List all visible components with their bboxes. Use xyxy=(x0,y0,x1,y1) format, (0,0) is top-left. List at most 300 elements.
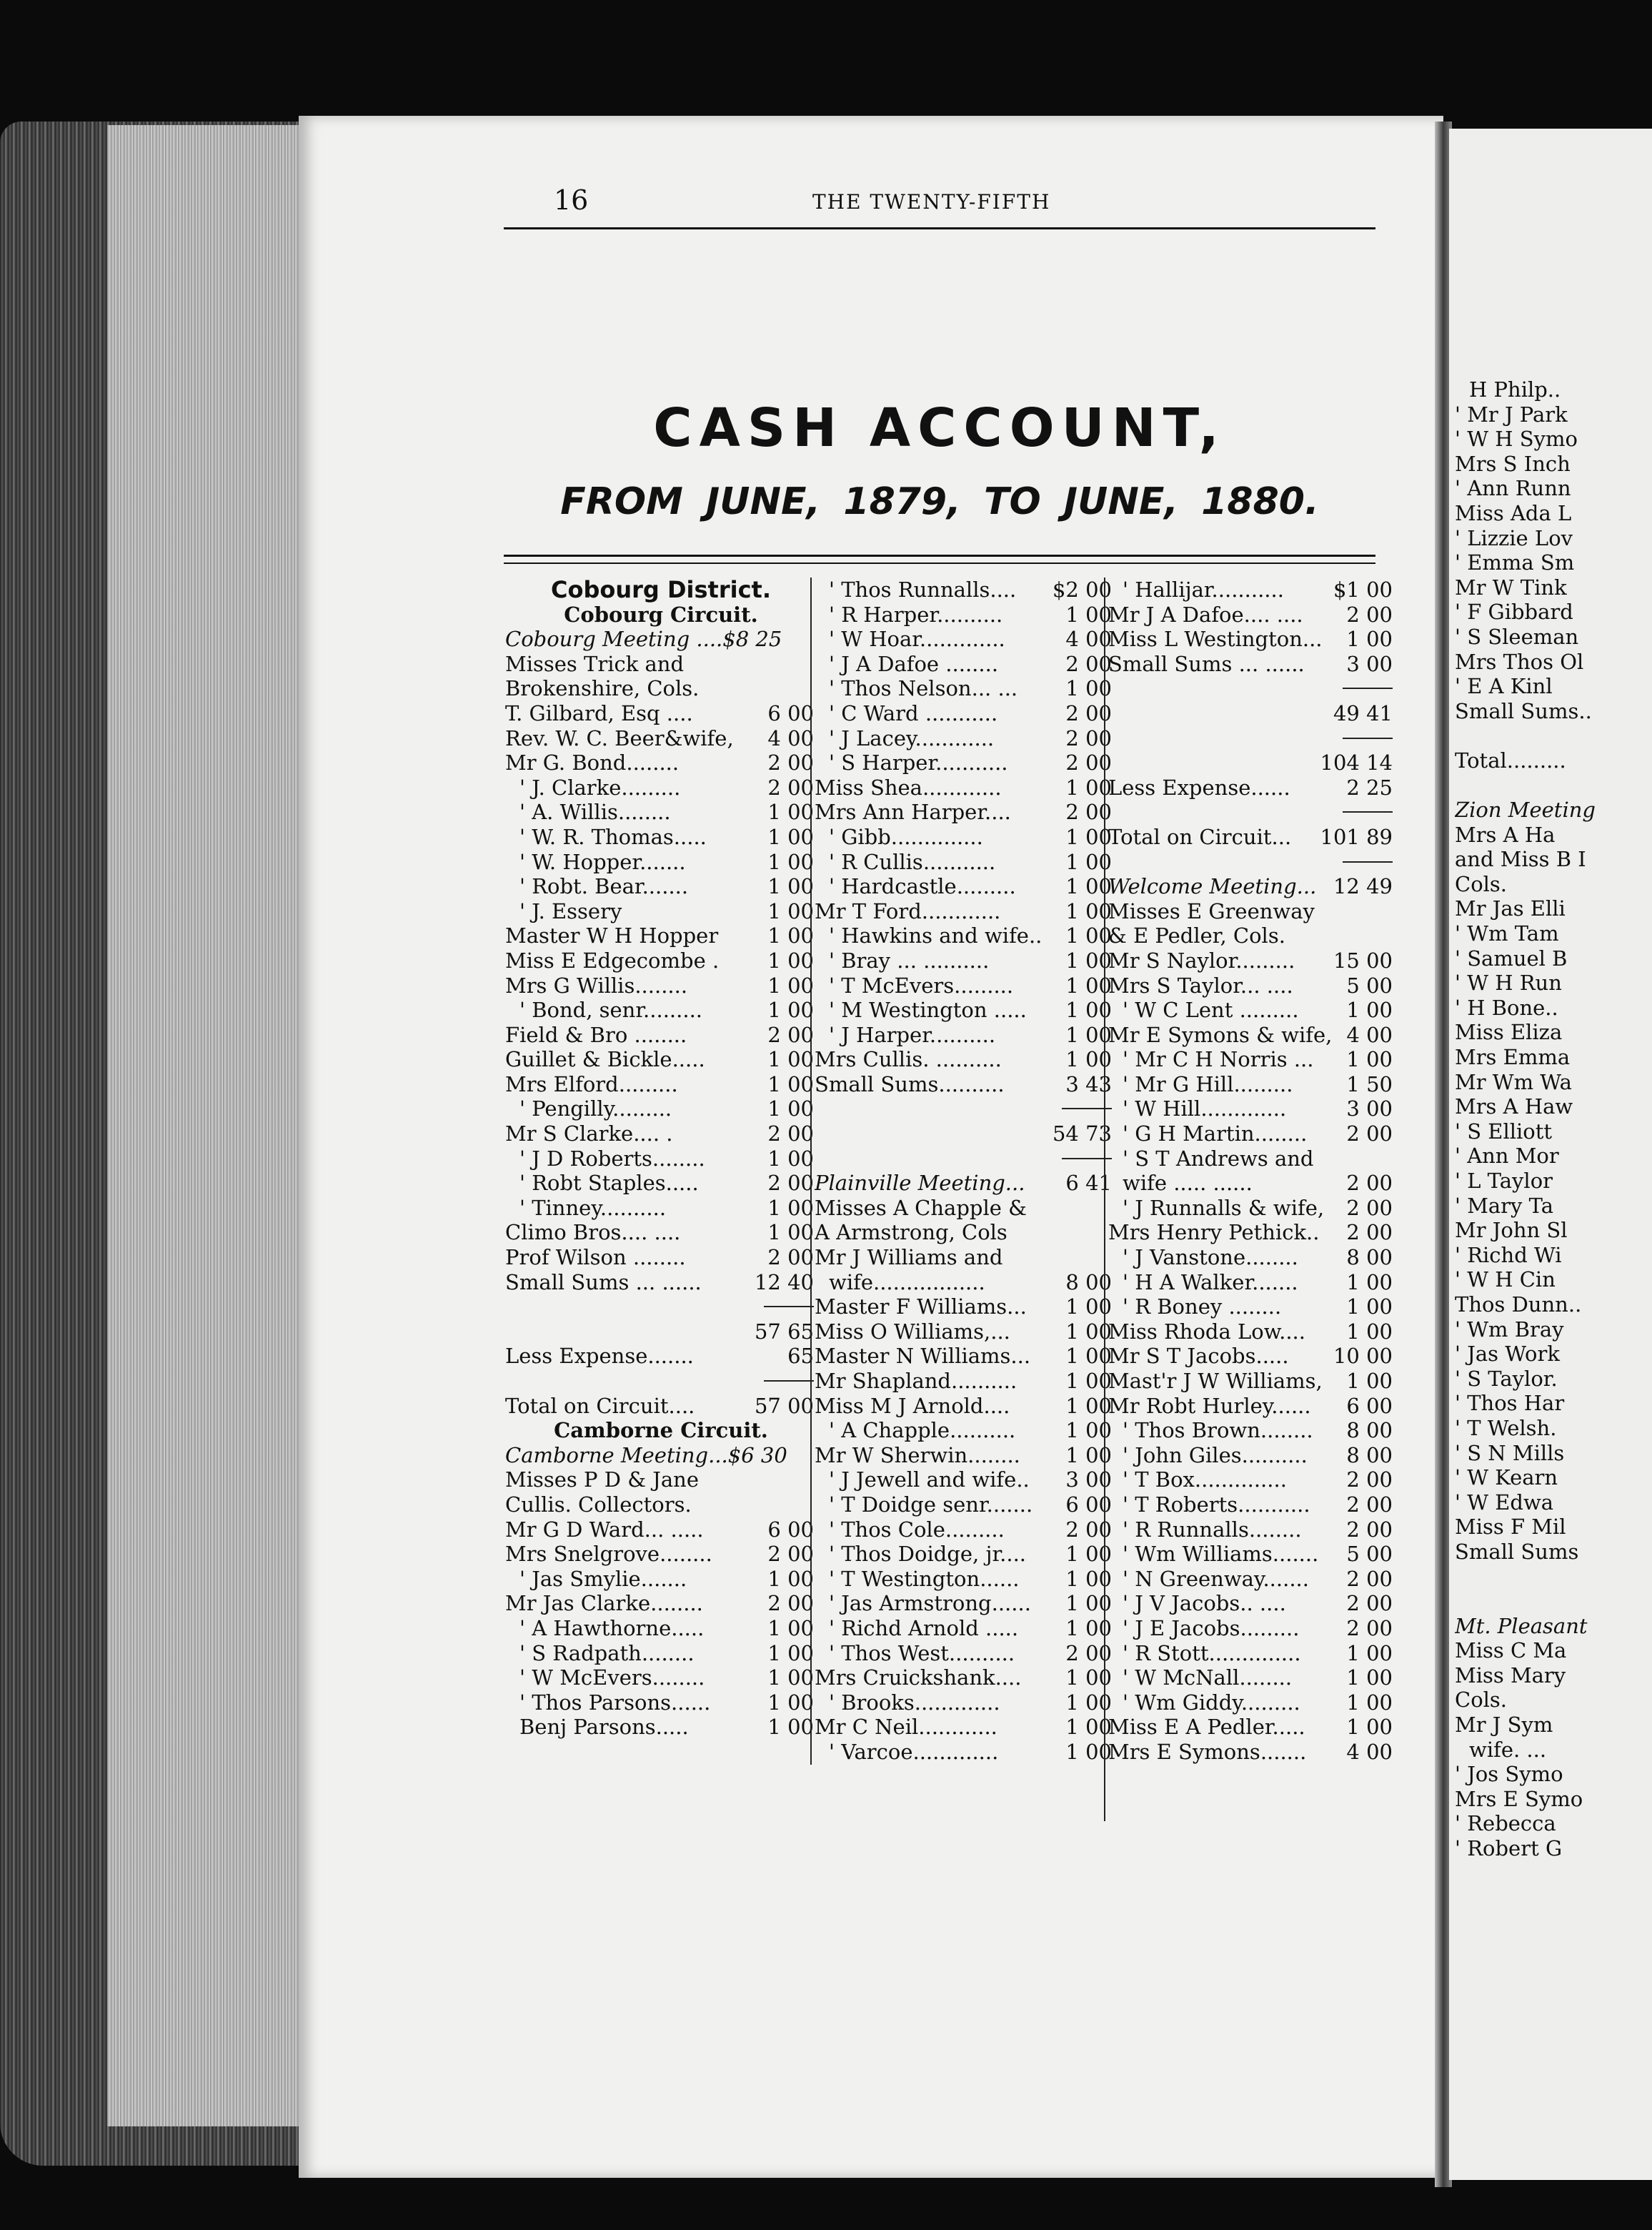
entry-name: Cols. xyxy=(1455,1688,1508,1713)
entry-amount xyxy=(1343,811,1393,813)
entry-name: ' John Giles.......... xyxy=(1123,1442,1308,1467)
account-row xyxy=(1108,627,1395,652)
entry-amount: 2 00 xyxy=(1346,1171,1393,1196)
entry-amount: 1 00 xyxy=(1065,1739,1112,1764)
entry-name: ' Brooks............. xyxy=(829,1690,1000,1715)
entry-amount: 2 00 xyxy=(1346,1467,1393,1492)
entry-amount: 1 00 xyxy=(1346,1319,1393,1344)
account-row xyxy=(815,825,1115,850)
entry-name: ' Rebecca xyxy=(1455,1811,1556,1836)
entry-amount: 1 00 xyxy=(767,1566,814,1591)
account-row xyxy=(1108,676,1395,701)
entry-name: Mr J A Dafoe.... .... xyxy=(1108,602,1303,627)
account-row xyxy=(1455,1565,1652,1590)
account-row xyxy=(815,578,1115,603)
account-row xyxy=(505,1294,817,1319)
entry-name: wife ..... ...... xyxy=(1123,1171,1253,1196)
entry-amount: 4 00 xyxy=(1346,1022,1393,1047)
entry-name: Total on Circuit.... xyxy=(505,1393,695,1418)
account-row xyxy=(815,973,1115,998)
account-row xyxy=(505,1567,817,1592)
entry-name: ' S Taylor. xyxy=(1455,1366,1558,1391)
account-row xyxy=(505,627,817,652)
account-row xyxy=(1455,1713,1652,1738)
entry-name: Thos Dunn.. xyxy=(1455,1292,1582,1317)
account-row xyxy=(1455,896,1652,921)
entry-name: Mr G. Bond........ xyxy=(505,750,680,775)
account-row xyxy=(1455,872,1652,897)
entry-name: Miss E A Pedler..... xyxy=(1108,1715,1305,1740)
account-row xyxy=(1455,1391,1652,1416)
entry-name: ' Mr J Park xyxy=(1455,402,1568,427)
entry-name: Prof Wilson ........ xyxy=(505,1245,686,1270)
entry-amount: 2 00 xyxy=(1346,1195,1393,1220)
entry-amount: 6 00 xyxy=(1065,1492,1112,1517)
account-row xyxy=(1455,1465,1652,1490)
entry-name: Miss Rhoda Low.... xyxy=(1108,1319,1305,1344)
entry-amount: 1 00 xyxy=(767,998,814,1023)
entry-name: A Armstrong, Cols xyxy=(815,1220,1007,1245)
account-row xyxy=(1455,1194,1652,1219)
entry-name: ' Jas Armstrong...... xyxy=(829,1591,1031,1616)
entry-name: ' Hardcastle......... xyxy=(829,874,1016,899)
account-row xyxy=(1108,1369,1395,1394)
entry-name: ' Wm Tam xyxy=(1455,921,1559,946)
account-row xyxy=(505,1616,817,1641)
account-row xyxy=(815,1146,1115,1171)
account-row xyxy=(815,899,1115,924)
account-row xyxy=(1108,1245,1395,1270)
account-row xyxy=(815,726,1115,751)
entry-name: ' J Jewell and wife.. xyxy=(829,1467,1030,1492)
entry-name: Small Sums.. xyxy=(1455,698,1592,723)
account-row xyxy=(505,775,817,801)
account-row xyxy=(1455,748,1652,773)
entry-name: ' S Radpath........ xyxy=(519,1640,695,1665)
account-row xyxy=(1108,1047,1395,1072)
entry-name: ' T Roberts........... xyxy=(1123,1492,1310,1517)
entry-name: Mrs G Willis........ xyxy=(505,973,688,998)
entry-name: Mr John Sl xyxy=(1455,1218,1568,1243)
account-row xyxy=(815,850,1115,875)
entry-name: ' T Welsh. xyxy=(1455,1415,1557,1440)
account-row xyxy=(815,1418,1115,1443)
book-page-edges-highlight xyxy=(107,125,300,2126)
account-row xyxy=(1455,921,1652,946)
entry-name: Mr S Clarke.... . xyxy=(505,1121,673,1146)
entry-amount: 1 00 xyxy=(1065,1393,1112,1418)
account-row xyxy=(1108,973,1395,998)
entry-name: Miss F Mil xyxy=(1455,1515,1566,1540)
entry-name: Total on Circuit... xyxy=(1108,824,1292,849)
entry-name: ' J D Roberts........ xyxy=(519,1146,705,1171)
column-4 xyxy=(1455,377,1652,1861)
account-row xyxy=(815,1394,1115,1419)
account-row xyxy=(505,825,817,850)
entry-name: ' J A Dafoe ........ xyxy=(829,651,999,676)
entry-name: Miss L Westington... xyxy=(1108,627,1323,652)
account-row xyxy=(1455,1614,1652,1639)
entry-name: Small Sums.......... xyxy=(815,1071,1005,1096)
entry-amount: 1 00 xyxy=(1065,849,1112,874)
entry-name: Less Expense...... xyxy=(1108,775,1290,800)
account-row xyxy=(815,1294,1115,1319)
entry-amount: 6 00 xyxy=(767,1517,814,1542)
entry-name: ' Robt Staples..... xyxy=(519,1171,699,1196)
account-row xyxy=(1108,1591,1395,1616)
column-2 xyxy=(810,578,1115,1765)
account-row xyxy=(815,874,1115,899)
entry-name: ' H A Walker....... xyxy=(1123,1269,1298,1294)
entry-amount: 2 00 xyxy=(1065,725,1112,750)
account-row xyxy=(815,1616,1115,1641)
entry-name: ' Thos West.......... xyxy=(829,1640,1015,1665)
entry-name: Miss Eliza xyxy=(1455,1020,1563,1045)
entry-amount: 2 00 xyxy=(1065,750,1112,775)
entry-amount: 2 00 xyxy=(1346,1591,1393,1616)
entry-name: Mrs Henry Pethick.. xyxy=(1108,1220,1320,1245)
account-row xyxy=(505,726,817,751)
entry-amount: 1 00 xyxy=(767,1220,814,1245)
account-row xyxy=(815,1492,1115,1517)
entry-name: ' T McEvers......... xyxy=(829,973,1014,998)
account-row xyxy=(1108,1418,1395,1443)
account-row xyxy=(1455,1144,1652,1169)
entry-name: Mrs Ann Harper.... xyxy=(815,800,1011,825)
entry-amount: 1 00 xyxy=(1065,1294,1112,1319)
entry-amount: 4 00 xyxy=(1065,627,1112,652)
entry-name: ' Tinney.......... xyxy=(519,1195,667,1220)
entry-name: ' Thos Parsons...... xyxy=(519,1690,711,1715)
title-double-rule xyxy=(504,555,1375,564)
account-row xyxy=(505,1591,817,1616)
entry-name: ' A Hawthorne..... xyxy=(519,1615,705,1640)
entry-name: Mr Shapland.......... xyxy=(815,1369,1017,1393)
entry-name: Mrs Emma xyxy=(1455,1045,1571,1070)
entry-name: Mrs S Inch xyxy=(1455,451,1571,476)
entry-name: ' Thos Har xyxy=(1455,1391,1565,1416)
account-row xyxy=(1108,1443,1395,1468)
entry-name: ' Ann Mor xyxy=(1455,1144,1559,1169)
entry-name: Mr Robt Hurley...... xyxy=(1108,1393,1311,1418)
entry-name: Small Sums xyxy=(1455,1539,1579,1564)
entry-name: ' W Hill............. xyxy=(1123,1096,1287,1121)
account-row xyxy=(815,1220,1115,1245)
account-row xyxy=(815,652,1115,677)
entry-name: wife. ... xyxy=(1469,1737,1547,1762)
entry-amount: 4 00 xyxy=(1346,1739,1393,1764)
account-row xyxy=(505,676,817,701)
entry-amount: 2 00 xyxy=(1346,1566,1393,1591)
account-row xyxy=(505,1443,817,1468)
account-row xyxy=(1455,1094,1652,1119)
entry-name: Benj Parsons..... xyxy=(519,1715,689,1740)
entry-amount: 1 00 xyxy=(1065,1319,1112,1344)
entry-name: Small Sums ... ...... xyxy=(505,1269,702,1294)
account-row xyxy=(1108,1146,1395,1171)
entry-amount: 1 00 xyxy=(1065,874,1112,899)
entry-name: ' Richd Arnold ..... xyxy=(829,1615,1019,1640)
account-row xyxy=(1455,600,1652,625)
entry-amount: 5 00 xyxy=(1346,1542,1393,1567)
account-row xyxy=(505,973,817,998)
account-row xyxy=(815,775,1115,801)
account-row xyxy=(1108,899,1395,924)
account-row xyxy=(815,701,1115,726)
account-row xyxy=(505,899,817,924)
entry-name: Mrs Cruickshank.... xyxy=(815,1665,1022,1690)
account-row xyxy=(815,1517,1115,1542)
page-number: 16 xyxy=(554,184,589,216)
entry-amount: 2 00 xyxy=(1346,1517,1393,1542)
entry-name: Mrs A Ha xyxy=(1455,822,1556,847)
entry-amount: 1 00 xyxy=(767,824,814,849)
entry-name: Zion Meeting xyxy=(1455,798,1596,823)
account-row xyxy=(1455,1490,1652,1515)
account-row xyxy=(1455,1638,1652,1663)
account-row xyxy=(1108,1171,1395,1196)
entry-name: ' R Boney ........ xyxy=(1123,1294,1282,1319)
entry-amount: 1 00 xyxy=(1346,1665,1393,1690)
entry-amount: 1 00 xyxy=(1346,1690,1393,1715)
account-row xyxy=(505,603,817,628)
entry-amount: 1 00 xyxy=(767,1047,814,1072)
account-row xyxy=(1455,723,1652,748)
entry-name: ' Thos Brown........ xyxy=(1123,1418,1313,1443)
entry-amount: 1 00 xyxy=(1346,1269,1393,1294)
entry-name: Mrs Snelgrove........ xyxy=(505,1542,712,1567)
account-row xyxy=(1455,1367,1652,1392)
account-row xyxy=(1108,948,1395,973)
account-row xyxy=(505,923,817,948)
account-row xyxy=(1108,1319,1395,1344)
account-row xyxy=(815,948,1115,973)
entry-name: Master F Williams... xyxy=(815,1294,1027,1319)
account-row xyxy=(505,1542,817,1567)
account-row xyxy=(815,1344,1115,1369)
entry-name: Brokenshire, Cols. xyxy=(505,676,700,701)
account-row xyxy=(1455,452,1652,477)
entry-name: Mrs Thos Ol xyxy=(1455,649,1584,674)
entry-name: ' J Vanstone........ xyxy=(1123,1245,1298,1270)
account-row xyxy=(1455,1688,1652,1713)
entry-name: ' J Harper.......... xyxy=(829,1022,996,1047)
account-row xyxy=(815,1096,1115,1121)
account-row xyxy=(1455,1070,1652,1095)
entry-name: ' S Harper........... xyxy=(829,750,1008,775)
account-row xyxy=(505,1171,817,1196)
entry-amount: 2 00 xyxy=(767,775,814,800)
account-row xyxy=(815,1171,1115,1196)
account-row xyxy=(815,1023,1115,1048)
entry-amount: 1 00 xyxy=(1346,627,1393,652)
account-row xyxy=(1108,825,1395,850)
account-row xyxy=(815,800,1115,825)
account-row xyxy=(1108,1121,1395,1146)
account-row xyxy=(1455,1836,1652,1861)
entry-name: ' S T Andrews and xyxy=(1123,1146,1314,1171)
account-row xyxy=(505,1245,817,1270)
account-row xyxy=(1455,1045,1652,1070)
entry-amount: 1 00 xyxy=(767,1640,814,1665)
entry-name: Plainville Meeting... xyxy=(815,1171,1025,1196)
entry-name: Mr Wm Wa xyxy=(1455,1069,1572,1094)
account-row xyxy=(1108,1616,1395,1641)
entry-name: Total......... xyxy=(1455,748,1566,773)
account-row xyxy=(1108,1492,1395,1517)
account-row xyxy=(1455,1738,1652,1763)
entry-name: Rev. W. C. Beer&wife, xyxy=(505,725,734,750)
account-row xyxy=(815,1196,1115,1221)
entry-name: Mr S T Jacobs..... xyxy=(1108,1344,1289,1369)
entry-name: ' Hawkins and wife.. xyxy=(829,923,1043,948)
entry-amount: 1 00 xyxy=(1065,1566,1112,1591)
entry-name: ' M Westington ..... xyxy=(829,998,1027,1023)
account-row xyxy=(1455,1787,1652,1812)
entry-amount: 8 00 xyxy=(1346,1418,1393,1443)
account-row xyxy=(1455,575,1652,600)
entry-name: Cols. xyxy=(1455,871,1508,896)
entry-name: Master W H Hopper xyxy=(505,923,719,948)
entry-name: ' J. Essery xyxy=(519,898,622,923)
account-row xyxy=(1108,726,1395,751)
page-title: CASH ACCOUNT, xyxy=(653,397,1226,459)
account-row xyxy=(505,1121,817,1146)
entry-name: ' Wm Giddy......... xyxy=(1123,1690,1300,1715)
entry-amount: 1 00 xyxy=(767,898,814,923)
entry-amount: 8 00 xyxy=(1346,1442,1393,1467)
entry-name: ' F Gibbard xyxy=(1455,600,1573,625)
account-row xyxy=(505,1096,817,1121)
account-row xyxy=(505,1270,817,1295)
entry-name: ' Thos Nelson... ... xyxy=(829,676,1018,701)
account-row xyxy=(1455,1119,1652,1144)
entry-amount: 1 00 xyxy=(1346,1715,1393,1740)
account-row xyxy=(1108,874,1395,899)
entry-amount: 8 00 xyxy=(1346,1245,1393,1270)
entry-name: ' Mary Ta xyxy=(1455,1193,1554,1218)
account-row xyxy=(1108,1196,1395,1221)
account-row xyxy=(1108,998,1395,1023)
entry-name: Cullis. Collectors. xyxy=(505,1492,692,1517)
entry-amount: 57 65 xyxy=(754,1319,814,1344)
entry-amount: 1 00 xyxy=(1065,1665,1112,1690)
entry-name: Mr Jas Clarke........ xyxy=(505,1591,703,1616)
account-row xyxy=(1108,578,1395,603)
entry-amount: 15 00 xyxy=(1333,948,1393,973)
entry-amount: 1 00 xyxy=(1065,1344,1112,1369)
account-row xyxy=(1455,476,1652,501)
entry-amount xyxy=(764,1380,814,1382)
entry-amount: 1 00 xyxy=(767,1715,814,1740)
entry-name: Miss Mary xyxy=(1455,1662,1566,1688)
account-row xyxy=(1455,550,1652,575)
entry-name: ' T Doidge senr....... xyxy=(829,1492,1033,1517)
account-row xyxy=(815,627,1115,652)
entry-name: Less Expense....... xyxy=(505,1344,694,1369)
account-row xyxy=(1108,1023,1395,1048)
account-row xyxy=(1108,1542,1395,1567)
account-row xyxy=(1455,946,1652,971)
account-row xyxy=(505,1641,817,1666)
account-row xyxy=(1455,996,1652,1021)
entry-name: ' S Elliott xyxy=(1455,1119,1553,1144)
entry-name: Mr J Williams and xyxy=(815,1245,1003,1270)
account-row xyxy=(1108,1641,1395,1666)
entry-amount: 1 00 xyxy=(1065,1442,1112,1467)
account-row xyxy=(1108,1220,1395,1245)
entry-name: & E Pedler, Cols. xyxy=(1108,923,1285,948)
entry-amount: 1 00 xyxy=(767,1665,814,1690)
account-row xyxy=(505,1220,817,1245)
entry-amount: 1 00 xyxy=(1065,1715,1112,1740)
account-row xyxy=(815,1270,1115,1295)
entry-amount: 1 00 xyxy=(767,1195,814,1220)
account-row xyxy=(1108,750,1395,775)
entry-name: ' C Ward ........... xyxy=(829,700,998,725)
entry-amount xyxy=(1343,861,1393,863)
entry-name: Cobourg District. xyxy=(550,578,771,603)
account-row xyxy=(815,1690,1115,1715)
account-row xyxy=(1108,1344,1395,1369)
entry-amount: 1 00 xyxy=(1346,1047,1393,1072)
account-row xyxy=(815,1047,1115,1072)
entry-amount: 1 00 xyxy=(1065,923,1112,948)
right-page xyxy=(1449,129,1652,2180)
account-row xyxy=(815,1542,1115,1567)
column-1 xyxy=(505,578,817,1740)
entry-amount: 2 00 xyxy=(767,1022,814,1047)
entry-amount: 3 00 xyxy=(1346,1096,1393,1121)
account-row xyxy=(1455,625,1652,650)
entry-amount: 6 00 xyxy=(1346,1393,1393,1418)
entry-amount: 1 00 xyxy=(1065,1418,1112,1443)
account-row xyxy=(1108,800,1395,825)
entry-name: ' W Hoar............. xyxy=(829,627,1005,652)
entry-name: ' Robt. Bear....... xyxy=(519,874,689,899)
entry-amount: 1 00 xyxy=(1065,1047,1112,1072)
entry-amount: 2 00 xyxy=(1346,1220,1393,1245)
entry-name: ' W. Hopper....... xyxy=(519,849,686,874)
account-row xyxy=(505,1047,817,1072)
entry-name: Miss Shea............ xyxy=(815,775,1002,800)
account-row xyxy=(1108,923,1395,948)
entry-name: ' Richd Wi xyxy=(1455,1242,1562,1267)
entry-name: Mt. Pleasant xyxy=(1455,1613,1588,1638)
account-row xyxy=(505,998,817,1023)
account-row xyxy=(1108,1715,1395,1740)
entry-name: Guillet & Bickle..... xyxy=(505,1047,705,1072)
entry-name: ' J V Jacobs.. .... xyxy=(1123,1591,1286,1616)
entry-name: ' Pengilly......... xyxy=(519,1096,672,1121)
account-row xyxy=(1108,1270,1395,1295)
account-row xyxy=(1455,1515,1652,1540)
account-row xyxy=(1455,1267,1652,1292)
account-row xyxy=(815,1319,1115,1344)
account-row xyxy=(1108,1517,1395,1542)
entry-amount: 2 00 xyxy=(1346,602,1393,627)
entry-name: ' J. Clarke......... xyxy=(519,775,681,800)
entry-name: ' N Greenway....... xyxy=(1123,1566,1309,1591)
account-row xyxy=(1108,652,1395,677)
account-row xyxy=(1455,427,1652,452)
column-3 xyxy=(1104,578,1395,1821)
account-row xyxy=(1455,377,1652,402)
entry-name: ' W. R. Thomas..... xyxy=(519,824,707,849)
account-row xyxy=(505,1418,817,1443)
entry-name: Mr C Neil............ xyxy=(815,1715,997,1740)
entry-name: ' J Runnalls & wife, xyxy=(1123,1195,1325,1220)
